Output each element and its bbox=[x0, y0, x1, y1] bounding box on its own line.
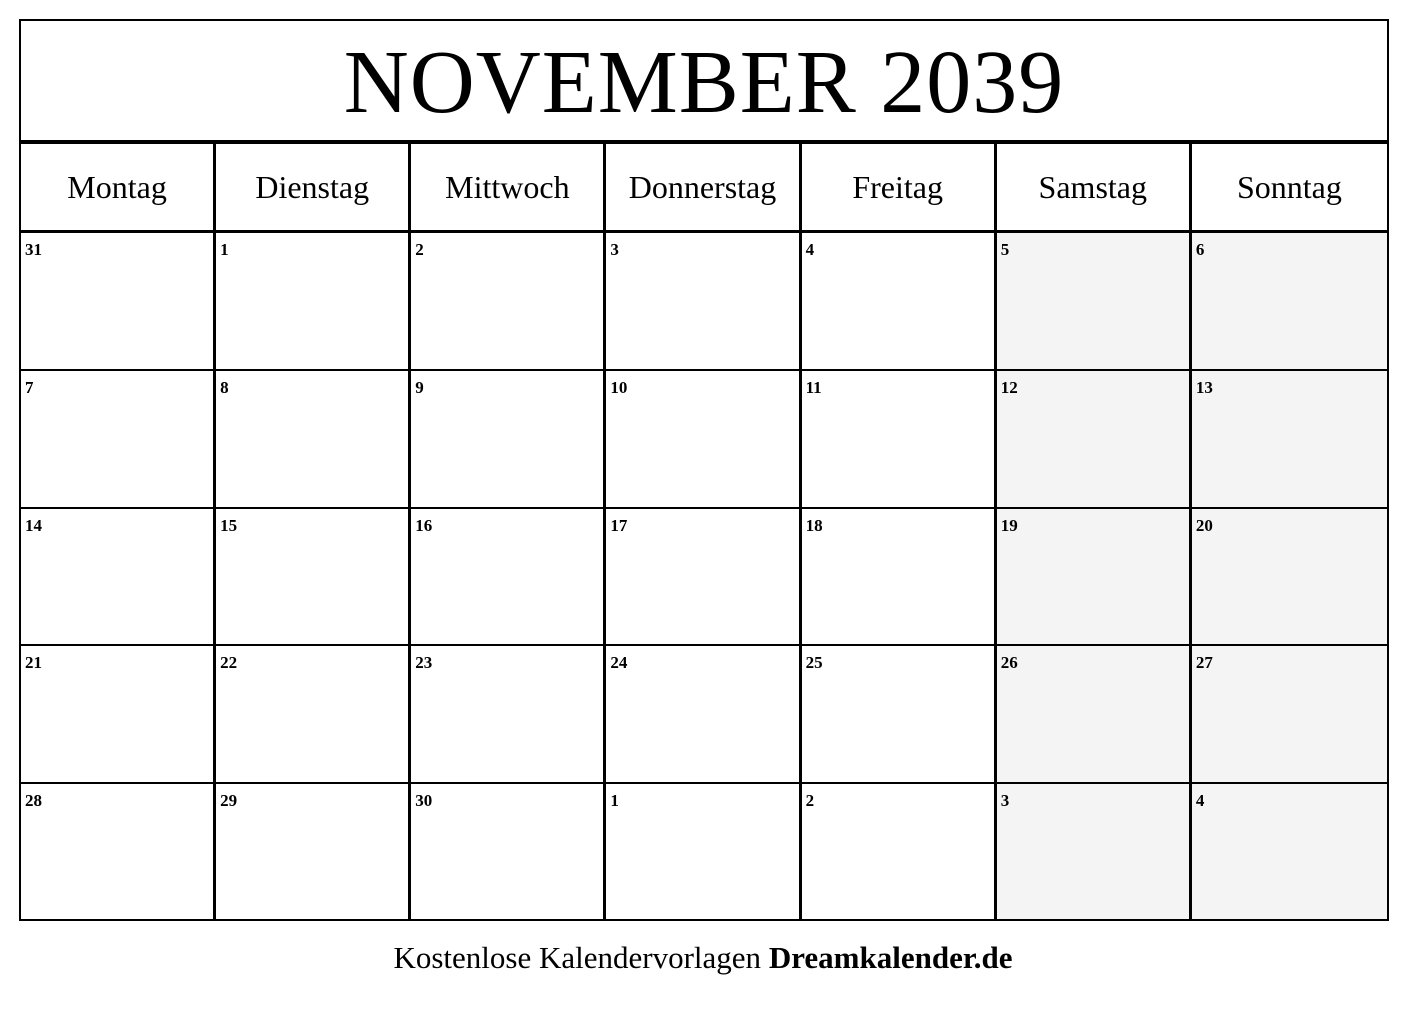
day-number: 16 bbox=[415, 515, 433, 535]
day-cell bbox=[1192, 782, 1387, 919]
day-cell bbox=[802, 369, 997, 506]
footer-text: Kostenlose Kalendervorlagen bbox=[393, 940, 762, 975]
day-cell bbox=[606, 232, 801, 369]
day-cell bbox=[216, 369, 411, 506]
day-number: 25 bbox=[805, 653, 823, 673]
day-number: 7 bbox=[25, 378, 34, 398]
day-cell bbox=[997, 369, 1192, 506]
day-cell bbox=[216, 232, 411, 369]
day-number: 3 bbox=[1000, 790, 1010, 810]
day-cell bbox=[21, 369, 216, 506]
day-number: 24 bbox=[610, 653, 628, 673]
day-cell bbox=[411, 369, 606, 506]
day-cell bbox=[802, 644, 997, 781]
day-cell bbox=[21, 782, 216, 919]
day-cell bbox=[21, 232, 216, 369]
day-cell bbox=[997, 782, 1192, 919]
day-cell bbox=[411, 644, 606, 781]
day-cell bbox=[21, 644, 216, 781]
day-number: 2 bbox=[805, 790, 815, 810]
calendar-grid bbox=[21, 232, 1387, 919]
day-number: 19 bbox=[1000, 515, 1018, 535]
day-number: 14 bbox=[25, 515, 42, 535]
day-number: 20 bbox=[1195, 515, 1213, 535]
day-cell bbox=[216, 644, 411, 781]
day-cell bbox=[411, 507, 606, 644]
day-number: 15 bbox=[220, 515, 238, 535]
day-number: 11 bbox=[805, 378, 822, 398]
day-number: 6 bbox=[1195, 240, 1205, 259]
day-number: 18 bbox=[805, 515, 823, 535]
day-cell bbox=[216, 782, 411, 919]
day-number: 4 bbox=[805, 240, 815, 259]
calendar bbox=[19, 19, 1389, 921]
day-number: 23 bbox=[415, 653, 433, 673]
weekday-thursday: Donnerstag bbox=[606, 142, 801, 230]
day-number: 2 bbox=[415, 240, 424, 259]
day-number: 22 bbox=[220, 653, 238, 673]
day-cell bbox=[997, 232, 1192, 369]
weekday-saturday: Samstag bbox=[997, 142, 1192, 230]
day-number: 28 bbox=[25, 790, 42, 810]
day-cell bbox=[216, 507, 411, 644]
day-number: 1 bbox=[220, 240, 229, 259]
day-number: 12 bbox=[1000, 378, 1018, 398]
day-cell bbox=[1192, 507, 1387, 644]
day-number: 17 bbox=[610, 515, 628, 535]
day-number: 4 bbox=[1195, 790, 1205, 810]
day-number: 3 bbox=[610, 240, 619, 259]
day-number: 30 bbox=[415, 790, 433, 810]
day-cell bbox=[997, 507, 1192, 644]
weekday-wednesday: Mittwoch bbox=[411, 142, 606, 230]
day-number: 1 bbox=[610, 790, 619, 810]
day-cell bbox=[802, 507, 997, 644]
weekday-tuesday: Dienstag bbox=[216, 142, 411, 230]
day-number: 27 bbox=[1195, 653, 1213, 673]
day-number: 9 bbox=[415, 378, 424, 398]
day-cell bbox=[1192, 644, 1387, 781]
day-cell bbox=[1192, 232, 1387, 369]
weekday-monday: Montag bbox=[21, 142, 216, 230]
day-number: 29 bbox=[220, 790, 238, 810]
day-cell bbox=[606, 507, 801, 644]
day-cell bbox=[606, 369, 801, 506]
title-row bbox=[21, 21, 1387, 142]
day-cell bbox=[802, 782, 997, 919]
day-number: 13 bbox=[1195, 378, 1213, 398]
day-number: 5 bbox=[1000, 240, 1010, 259]
day-cell bbox=[1192, 369, 1387, 506]
weekday-header bbox=[21, 142, 1387, 232]
day-number: 10 bbox=[610, 378, 628, 398]
day-cell bbox=[606, 782, 801, 919]
day-number: 26 bbox=[1000, 653, 1018, 673]
weekday-friday: Freitag bbox=[802, 142, 997, 230]
day-cell bbox=[802, 232, 997, 369]
footer bbox=[0, 940, 1406, 976]
page-title: NOVEMBER 2039 bbox=[343, 32, 1065, 132]
day-cell bbox=[606, 644, 801, 781]
day-number: 21 bbox=[25, 653, 42, 673]
day-cell bbox=[997, 644, 1192, 781]
footer-brand: Dreamkalender.de bbox=[768, 940, 1013, 975]
day-cell bbox=[411, 782, 606, 919]
day-cell bbox=[411, 232, 606, 369]
day-number: 31 bbox=[25, 240, 42, 259]
weekday-sunday: Sonntag bbox=[1192, 142, 1387, 230]
day-number: 8 bbox=[220, 378, 229, 398]
day-cell bbox=[21, 507, 216, 644]
